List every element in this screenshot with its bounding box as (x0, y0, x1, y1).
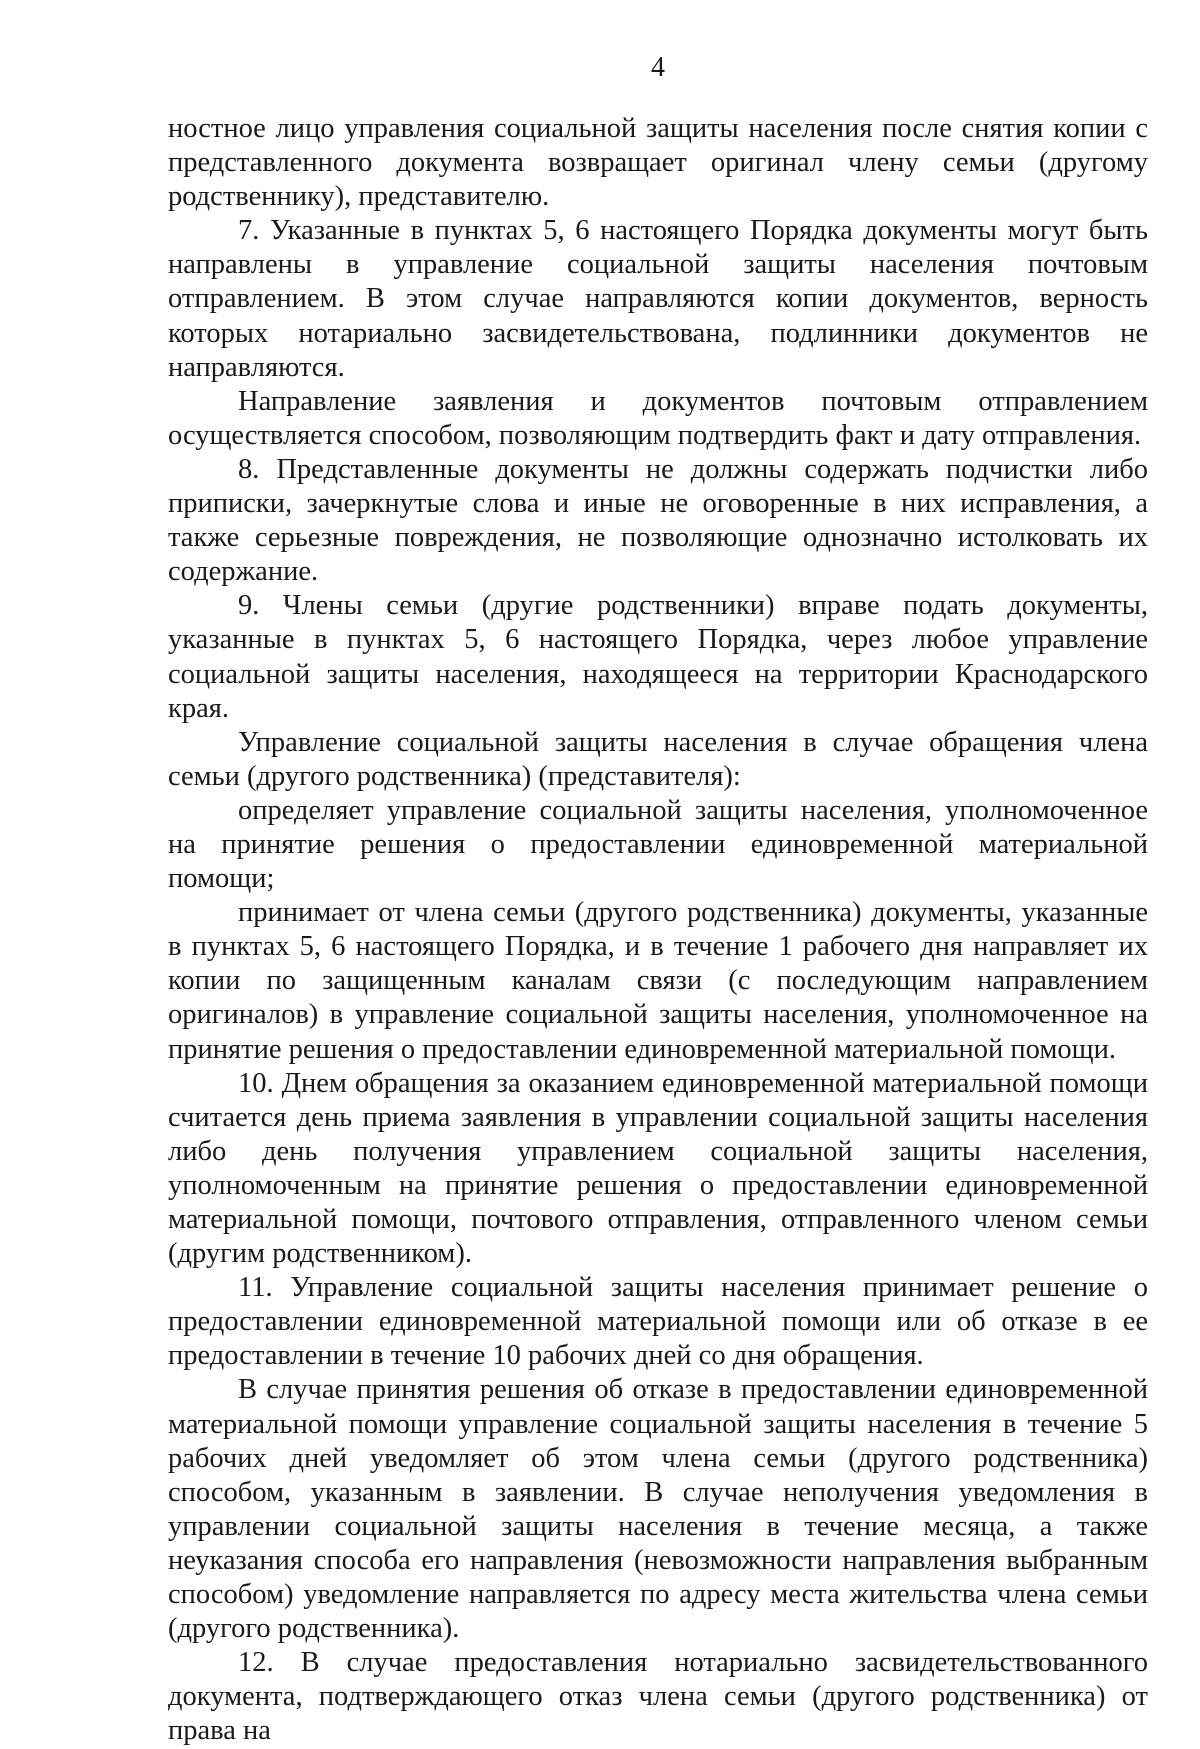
paragraph-item-9: 9. Члены семьи (другие родственники) вправе подать документы, указанные в пунктах 5, 6 настоящего Порядка, через любое управление социальной защиты населения, находящееся на территории Краснодарского края. (168, 590, 1148, 724)
paragraph-department-actions: Управление социальной защиты населения в случае обращения члена семьи (другого родственника) (представителя): (168, 726, 1148, 792)
page-number: 4 (651, 52, 665, 83)
paragraph-accepts: принимает от члена семьи (другого родственника) документы, указанные в пунктах 5, 6 настоящего Порядка, и в течение 1 рабочего дня направляет их копии по защищенным каналам связи (с последующим направлением оригиналов) в управление социальной защиты населения, уполномоченное на принятие решения о предоставлении единовременной материальной помощи. (168, 897, 1148, 1065)
document-body (168, 112, 1148, 1749)
paragraph-item-10: 10. Днем обращения за оказанием единовременной материальной помощи считается день приема заявления в управлении социальной защиты населения либо день получения управлением социальной защиты населения, уполномоченным на принятие решения о предоставлении единовременной материальной помощи, почтового отправления, отправленного членом семьи (другим родственником). (168, 1067, 1148, 1270)
paragraph-determines: определяет управление социальной защиты населения, уполномоченное на принятие решения о предоставлении единовременной материальной помощи; (168, 794, 1148, 895)
paragraph-postal-sending: Направление заявления и документов почтовым отправлением осуществляется способом, позволяющим подтвердить факт и дату отправления. (168, 385, 1148, 451)
paragraph-item-7: 7. Указанные в пунктах 5, 6 настоящего Порядка документы могут быть направлены в управление социальной защиты населения почтовым отправлением. В этом случае направляются копии документов, верность которых нотариально засвидетельствована, подлинники документов не направляются. (168, 215, 1148, 383)
paragraph-refusal-notice: В случае принятия решения об отказе в предоставлении единовременной материальной помощи управление социальной защиты населения в течение 5 рабочих дней уведомляет об этом члена семьи (другого родственника) способом, указанным в заявлении. В случае неполучения уведомления в управлении социальной защиты населения в течение месяца, а также неуказания способа его направления (невозможности направления выбранным способом) уведомление направляется по адресу места жительства члена семьи (другого родственника). (168, 1374, 1148, 1645)
paragraph-item-12: 12. В случае предоставления нотариально засвидетельствованного документа, подтверждающего отказ члена семьи (другого родственника) от права на (168, 1647, 1148, 1747)
paragraph-item-8: 8. Представленные документы не должны содержать подчистки либо приписки, зачеркнутые слова и иные не оговоренные в них исправления, а также серьезные повреждения, не позволяющие однозначно истолковать их содержание. (168, 453, 1148, 588)
paragraph-item-11: 11. Управление социальной защиты населения принимает решение о предоставлении единовременной материальной помощи или об отказе в ее предоставлении в течение 10 рабочих дней со дня обращения. (168, 1272, 1148, 1372)
paragraph-continuation: ностное лицо управления социальной защиты населения после снятия копии с представленного документа возвращает оригинал члену семьи (другому родственнику), представителю. (168, 113, 1148, 213)
